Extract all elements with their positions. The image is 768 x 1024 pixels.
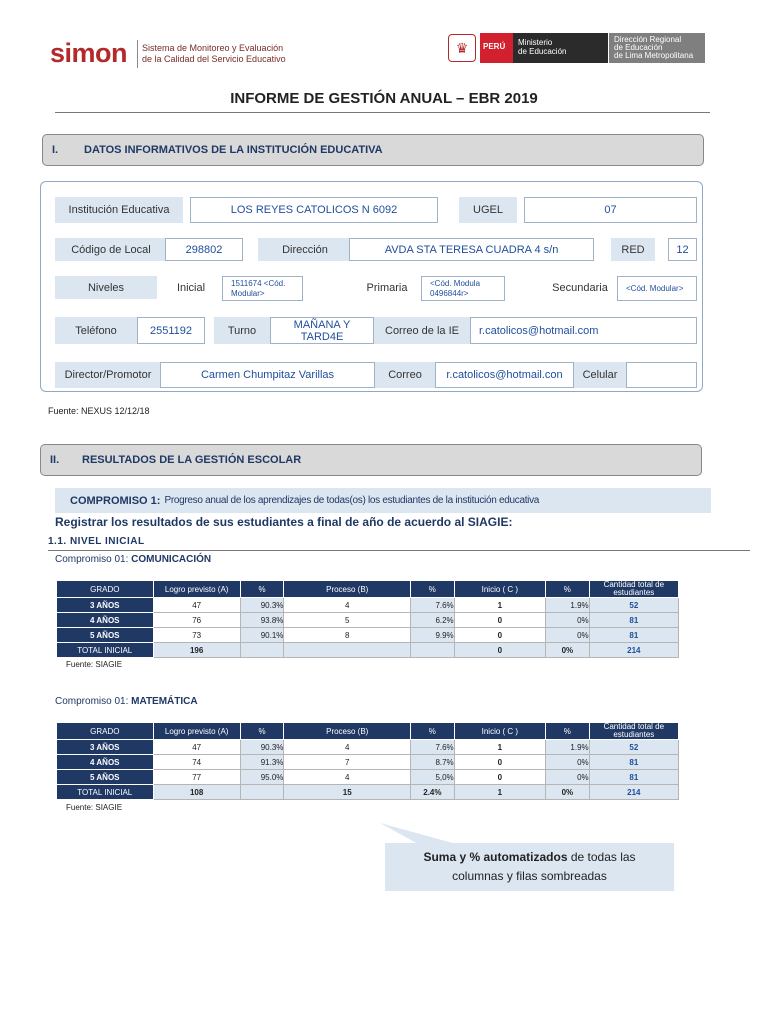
fuente-nexus: Fuente: NEXUS 12/12/18 [48,406,150,416]
table-cell: 8 [284,628,411,643]
peru-label: PERÚ [480,33,513,63]
table-header-cell: % [546,723,590,740]
total-cell: 0% [546,785,590,800]
total-cell [284,643,411,658]
logo-subtitle-line-1: Sistema de Monitoreo y Evaluación [142,43,284,53]
table-cell: 1 [454,598,545,613]
table-row [57,598,679,613]
table-cell: 0% [546,613,590,628]
table-cell: 0% [546,770,590,785]
table-row [57,628,679,643]
table-cell: 91.3% [240,755,284,770]
table-row [57,755,679,770]
table-cell: 5,0% [411,770,455,785]
direccion-line-2: de Educación [614,43,663,52]
celular-label: Celular [574,362,626,388]
inicial-value: 1511674 <Cód. Modular> [222,276,303,301]
table-header-cell: % [411,581,455,598]
primaria-value: <Cód. Modula 0496844r> [421,276,505,301]
table-cell: 90.3% [240,598,284,613]
total-row [57,785,679,800]
director-value: Carmen Chumpitaz Varillas [160,362,375,388]
comunicacion-subtitle [55,554,211,565]
table-header-cell: Proceso (B) [284,723,411,740]
matematica-subject: MATEMÁTICA [131,696,198,707]
table-cell: 93.8% [240,613,284,628]
comunicacion-table [56,580,679,658]
table-cell: 7.6% [411,740,455,755]
table-cell: 90.3% [240,740,284,755]
table-cell: 81 [589,628,678,643]
correo-ie-value: r.catolicos@hotmail.com [470,317,697,344]
table-cell: 0 [454,613,545,628]
ministerio-line-2: de Educación [518,47,567,56]
ministerio-label [513,33,608,63]
table-cell: 4 [284,740,411,755]
correo-label: Correo [375,362,435,388]
red-value: 12 [668,238,697,261]
table-cell: 1 [454,740,545,755]
table-cell: 0% [546,755,590,770]
table-header-cell: % [240,581,284,598]
matematica-fuente: Fuente: SIAGIE [66,803,123,812]
total-cell [240,643,284,658]
direccion-regional-label [609,33,705,63]
automation-callout [385,843,674,891]
table-cell: 8.7% [411,755,455,770]
matematica-prefix: Compromiso 01: [55,696,132,707]
total-cell: 214 [589,785,678,800]
table-cell: 90.1% [240,628,284,643]
table-cell: 76 [153,613,240,628]
total-cell: 108 [153,785,240,800]
table-header-cell: % [411,723,455,740]
total-cell: 1 [454,785,545,800]
total-row [57,643,679,658]
grado-cell: 3 AÑOS [57,598,154,613]
table-header-row [57,581,679,598]
section-2-header [40,444,702,476]
table-header-cell: Logro previsto (A) [153,723,240,740]
callout-line-1 [385,848,674,867]
document-title: INFORME DE GESTIÓN ANUAL – EBR 2019 [230,90,538,107]
title-divider [55,112,710,113]
matematica-subtitle [55,696,198,707]
table-cell: 73 [153,628,240,643]
niveles-label: Niveles [55,276,157,299]
grado-cell: 3 AÑOS [57,740,154,755]
telefono-value: 2551192 [137,317,205,344]
table-cell: 52 [589,740,678,755]
ugel-label: UGEL [459,197,517,223]
inicial-label: Inicial [176,281,206,294]
ie-value: LOS REYES CATOLICOS N 6092 [190,197,438,223]
table-header-cell: Inicio ( C ) [454,723,545,740]
table-cell: 47 [153,740,240,755]
total-cell: 2.4% [411,785,455,800]
compromiso-text: Progreso anual de los aprendizajes de todas(os) los estudiantes de la institución educativa [164,495,540,506]
table-header-cell: Logro previsto (A) [153,581,240,598]
table-row [57,740,679,755]
correo-ie-label: Correo de la IE [374,317,470,344]
total-cell: 196 [153,643,240,658]
table-cell: 9.9% [411,628,455,643]
table-cell: 1.9% [546,740,590,755]
total-cell: 15 [284,785,411,800]
table-cell: 5 [284,613,411,628]
table-cell: 0 [454,770,545,785]
table-header-cell: Inicio ( C ) [454,581,545,598]
grado-cell: 5 AÑOS [57,770,154,785]
table-cell: 81 [589,613,678,628]
simon-logo: simon [50,38,128,68]
turno-value: MAÑANA Y TARD4E [270,317,374,344]
nivel-inicial-heading: 1.1. NIVEL INICIAL [48,536,145,547]
nivel-divider [48,550,750,551]
table-cell: 47 [153,598,240,613]
comunicacion-subject: COMUNICACIÓN [131,554,212,565]
table-cell: 6.2% [411,613,455,628]
table-cell: 7.6% [411,598,455,613]
secundaria-label: Secundaria [552,281,608,294]
total-cell: 0% [546,643,590,658]
codigo-local-label: Código de Local [55,238,167,261]
section-2-number: II. [50,454,60,466]
logo-subtitle-line-2: de la Calidad del Servicio Educativo [142,54,286,64]
table-cell: 4 [284,598,411,613]
matematica-table [56,722,679,800]
section-1-number: I. [52,144,59,156]
grado-cell: 4 AÑOS [57,755,154,770]
total-cell: 0 [454,643,545,658]
callout-bold-2: automatizados [480,850,568,864]
table-cell: 0 [454,755,545,770]
table-cell: 7 [284,755,411,770]
total-label-cell: TOTAL INICIAL [57,785,154,800]
logo-divider [137,40,138,68]
comunicacion-prefix: Compromiso 01: [55,554,132,565]
red-label: RED [611,238,655,261]
peru-crest-icon: ♛ [448,34,476,62]
table-cell: 52 [589,598,678,613]
primaria-label: Primaria [366,281,408,294]
callout-line-2: columnas y filas sombreadas [452,869,607,883]
table-row [57,613,679,628]
compromiso-banner [55,488,711,513]
turno-label: Turno [214,317,270,344]
table-cell: 4 [284,770,411,785]
director-label: Director/Promotor [55,362,161,388]
table-cell: 74 [153,755,240,770]
comunicacion-fuente: Fuente: SIAGIE [66,660,123,669]
telefono-label: Teléfono [55,317,137,344]
compromiso-label: COMPROMISO 1: [70,494,161,507]
table-cell: 81 [589,755,678,770]
direccion-label: Dirección [258,238,352,261]
logo-subtitle [142,43,302,65]
direccion-line-3: de Lima Metropolitana [614,51,694,60]
registrar-instruction: Registrar los resultados de sus estudiantes a final de año de acuerdo al SIAGIE: [55,515,513,529]
total-cell [411,643,455,658]
section-2-title: RESULTADOS DE LA GESTIÓN ESCOLAR [82,454,302,466]
table-cell: 77 [153,770,240,785]
grado-cell: 4 AÑOS [57,613,154,628]
section-1-header [42,134,704,166]
total-cell [240,785,284,800]
table-header-cell: Cantidad total de estudiantes [589,581,678,598]
ministerio-line-1: Ministerio [518,38,553,47]
table-cell: 0 [454,628,545,643]
table-cell: 81 [589,770,678,785]
table-header-row [57,723,679,740]
callout-bold-1: Suma y % [423,850,481,864]
callout-rest-1: de todas las [567,850,636,864]
table-header-cell: GRADO [57,723,154,740]
ie-label: Institución Educativa [55,197,183,223]
total-label-cell: TOTAL INICIAL [57,643,154,658]
table-row [57,770,679,785]
table-header-cell: Cantidad total de estudiantes [589,723,678,740]
table-cell: 95.0% [240,770,284,785]
direccion-value: AVDA STA TERESA CUADRA 4 s/n [349,238,594,261]
table-header-cell: Proceso (B) [284,581,411,598]
ugel-value: 07 [524,197,697,223]
codigo-local-value: 298802 [165,238,243,261]
celular-value [626,362,697,388]
table-header-cell: % [240,723,284,740]
total-cell: 214 [589,643,678,658]
table-cell: 1.9% [546,598,590,613]
grado-cell: 5 AÑOS [57,628,154,643]
table-header-cell: GRADO [57,581,154,598]
section-1-title: DATOS INFORMATIVOS DE LA INSTITUCIÓN EDUCATIVA [84,144,383,156]
secundaria-value: <Cód. Modular> [617,276,697,301]
correo-value: r.catolicos@hotmail.con [435,362,574,388]
table-cell: 0% [546,628,590,643]
table-header-cell: % [546,581,590,598]
direccion-line-1: Dirección Regional [614,35,682,44]
